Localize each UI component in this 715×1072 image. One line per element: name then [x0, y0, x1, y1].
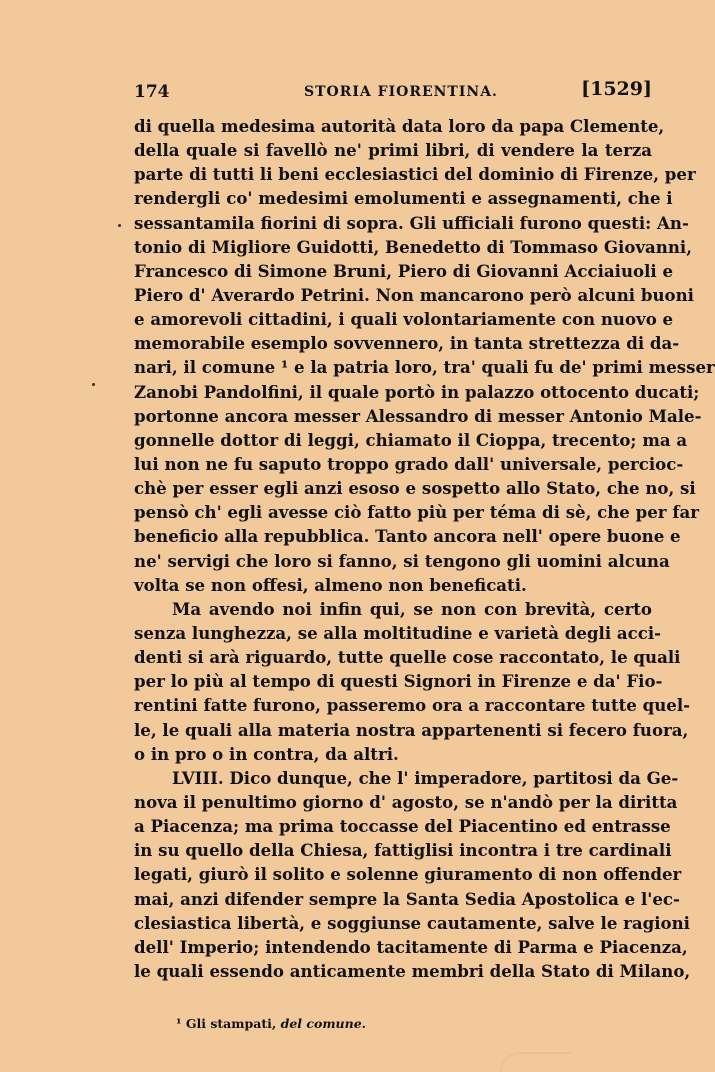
text-line: in su quello della Chiesa, fattiglisi incontra i tre cardinali [134, 840, 672, 861]
body-text [134, 114, 715, 983]
text-line: clesiastica libertà, e soggiunse cautamente, salve le ragioni [134, 912, 690, 933]
text-line: a Piacenza; ma prima toccasse del Piacentino ed entrasse [134, 816, 671, 837]
text-line: sessantamila fiorini di sopra. Gli ufficiali furono questi: An- [134, 212, 689, 233]
text-line: ne' servigi che loro si fanno, si tengono gli uomini alcuna [134, 550, 670, 571]
footnote-marker: ¹ [176, 1016, 182, 1031]
section-start-line: LVIII. Dico dunque, che l' imperadore, partitosi da Ge- [172, 767, 679, 788]
text-line: Francesco di Simone Bruni, Piero di Giovanni Acciaiuoli e [134, 260, 674, 281]
text-line: tonio di Migliore Guidotti, Benedetto di Tommaso Giovanni, [134, 236, 692, 257]
text-line: legati, giurò il solito e solenne giuramento di non offender [134, 864, 682, 885]
text-line: lui non ne fu saputo troppo grado dall' universale, percioc- [134, 453, 684, 474]
text-line: le, le quali alla materia nostra appartenenti si fecero fuora, [134, 719, 689, 740]
text-line: dell' Imperio; intendendo tacitamente di Parma e Piacenza, [134, 936, 688, 957]
text-line: Zanobi Pandolfini, il quale portò in palazzo ottocento ducati; [134, 381, 700, 402]
page-number: 174 [134, 82, 170, 102]
paragraph-end-line: volta se non offesi, almeno non beneficati. [134, 574, 527, 595]
text-line: nari, il comune ¹ e la patria loro, tra' quali fu de' primi messer [134, 357, 715, 378]
text-line: gonnelle dottor di leggi, chiamato il Cioppa, trecento; ma a [134, 429, 688, 450]
text-line: per lo più al tempo di questi Signori in Firenze e da' Fio- [134, 671, 663, 692]
text-line: pensò ch' egli avesse ciò fatto più per téma di sè, che per far [134, 502, 699, 523]
text-line: parte di tutti li beni ecclesiastici del dominio di Firenze, per [134, 164, 696, 185]
text-line: beneficio alla repubblica. Tanto ancora nell' opere buone e [134, 526, 681, 547]
text-line: mai, anzi difender sempre la Santa Sedia Apostolica e l'ec- [134, 888, 680, 909]
page-header [134, 78, 652, 108]
text-line: senza lunghezza, se alla moltitudine e varietà degli acci- [134, 622, 662, 643]
footnote [176, 1016, 366, 1031]
footnote-italic-text: del comune. [280, 1016, 367, 1031]
text-line: portonne ancora messer Alessandro di messer Antonio Male- [134, 405, 702, 426]
paragraph-end-line: o in pro o in contra, da altri. [134, 743, 399, 764]
text-line: Piero d' Averardo Petrini. Non mancarono però alcuni buoni [134, 284, 694, 305]
text-line: della quale si favellò ne' primi libri, di vendere la terza [134, 140, 652, 161]
footnote-text: Gli stampati, [185, 1016, 277, 1031]
margin-mark [92, 383, 95, 386]
margin-mark [118, 224, 121, 227]
scan-watermark [500, 1052, 572, 1072]
text-line: rentini fatte furono, passeremo ora a raccontare tutte quel- [134, 695, 691, 716]
text-line: e amorevoli cittadini, i quali volontariamente con nuovo e [134, 309, 674, 330]
text-line: nova il penultimo giorno d' agosto, se n'andò per la diritta [134, 791, 678, 812]
text-line: rendergli co' medesimi emolumenti e assegnamenti, che i [134, 188, 673, 209]
paragraph-start-line: Ma avendo noi infin qui, se non con brevità, certo [172, 598, 652, 619]
text-line: di quella medesima autorità data loro da papa Clemente, [134, 116, 665, 136]
year-marker: [1529] [581, 78, 652, 100]
running-title: STORIA FIORENTINA. [304, 84, 498, 100]
text-line: le quali essendo anticamente membri della Stato di Milano, [134, 960, 691, 981]
text-line: denti si arà riguardo, tutte quelle cose raccontato, le quali [134, 647, 681, 668]
text-line: chè per esser egli anzi esoso e sospetto allo Stato, che no, si [134, 478, 696, 499]
text-line: memorabile esemplo sovvennero, in tanta strettezza di da- [134, 333, 680, 354]
